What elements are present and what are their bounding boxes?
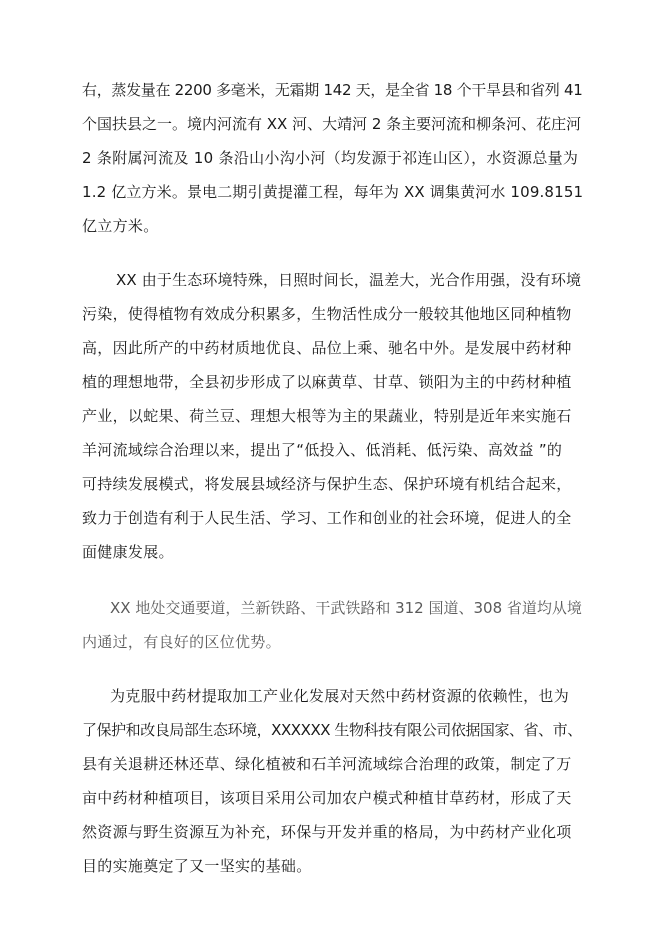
paragraph-3-line-2: 内通过，有良好的区位优势。 bbox=[82, 633, 281, 651]
paragraph-3-line-1: XX 地处交通要道，兰新铁路、干武铁路和 312 国道、308 省道均从境 bbox=[110, 599, 582, 617]
paragraph-1-line-1: 右，蒸发量在 2200 多毫米，无霜期 142 天，是全省 18 个干旱县和省列 41 bbox=[82, 81, 583, 99]
paragraph-4-line-2: 了保护和改良局部生态环境，XXXXXX 生物科技有限公司依据国家、省、市、 bbox=[82, 721, 582, 739]
paragraph-2-line-2: 污染，使得植物有效成分积累多，生物活性成分一般较其他地区同种植物 bbox=[82, 305, 572, 323]
paragraph-2-line-3: 高，因此所产的中药材质地优良、品位上乘、驰名中外。是发展中药材种 bbox=[82, 339, 572, 357]
paragraph-4-line-6: 目的实施奠定了又一坚实的基础。 bbox=[82, 857, 312, 875]
paragraph-4-line-3: 县有关退耕还林还草、绿化植被和石羊河流域综合治理的政策，制定了万 bbox=[82, 755, 572, 773]
paragraph-2-line-9: 面健康发展。 bbox=[82, 543, 174, 561]
paragraph-1-line-2: 个国扶县之一。境内河流有 XX 河、大靖河 2 条主要河流和柳条河、花庄河 bbox=[82, 115, 582, 133]
paragraph-2-line-5: 产业，以蛇果、荷兰豆、理想大根等为主的果蔬业，特别是近年来实施石 bbox=[82, 407, 572, 425]
paragraph-4-line-4: 亩中药材种植项目，该项目采用公司加农户模式种植甘草药材，形成了天 bbox=[82, 789, 572, 807]
paragraph-2-line-4: 植的理想地带，全县初步形成了以麻黄草、甘草、锁阳为主的中药材种植 bbox=[82, 373, 572, 391]
paragraph-1-line-5: 亿立方米。 bbox=[82, 217, 159, 235]
paragraph-1-line-4: 1.2 亿立方米。景电二期引黄提灌工程，每年为 XX 调集黄河水 109.8151 bbox=[82, 183, 584, 201]
paragraph-2-line-7: 可持续发展模式，将发展县域经济与保护生态、保护环境有机结合起来， bbox=[82, 475, 572, 493]
paragraph-4-line-1: 为克服中药材提取加工产业化发展对天然中药材资源的依赖性，也为 bbox=[110, 687, 570, 705]
paragraph-4-line-5: 然资源与野生资源互为补充，环保与开发并重的格局，为中药材产业化项 bbox=[82, 823, 572, 841]
paragraph-2-line-1: XX 由于生态环境特殊，日照时间长，温差大，光合作用强，没有环境 bbox=[116, 271, 582, 289]
paragraph-2-line-6: 羊河流域综合治理以来，提出了“低投入、低消耗、低污染、高效益 ”的 bbox=[82, 441, 563, 459]
paragraph-1-line-3: 2 条附属河流及 10 条沿山小沟小河（均发源于祁连山区），水资源总量为 bbox=[82, 149, 579, 167]
paragraph-2-line-8: 致力于创造有利于人民生活、学习、工作和创业的社会环境，促进人的全 bbox=[82, 509, 572, 527]
